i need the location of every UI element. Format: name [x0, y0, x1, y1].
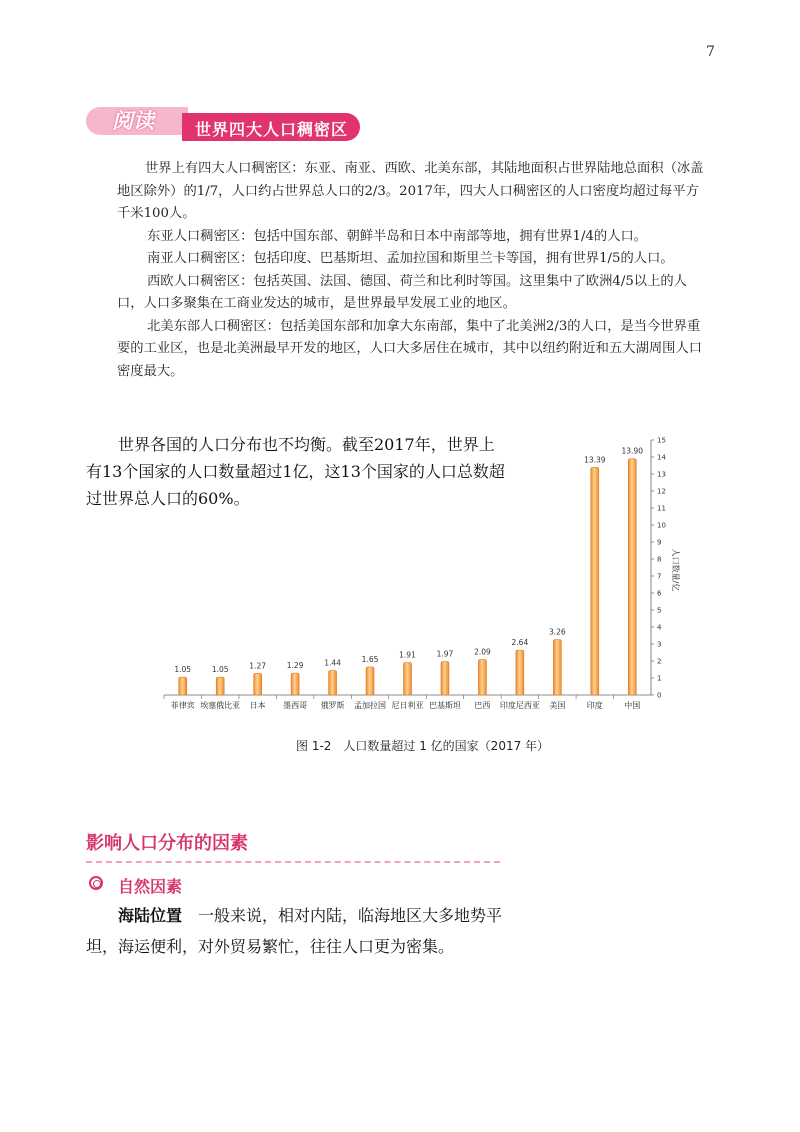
- bar-value-label: 1.91: [399, 650, 416, 660]
- category-label: 巴基斯坦: [428, 701, 461, 710]
- chart-bar: [291, 673, 299, 695]
- y-tick-label: 1: [657, 674, 662, 683]
- bar-value-label: 13.39: [584, 455, 606, 465]
- y-tick-label: 8: [657, 555, 662, 564]
- category-label: 日本: [249, 701, 266, 710]
- population-bar-chart: [160, 430, 680, 730]
- y-tick-label: 0: [657, 691, 662, 700]
- sub-heading: 自然因素: [118, 877, 183, 896]
- reading-paragraph: 东亚人口稠密区：包括中国东部、朝鲜半岛和日本中南部等地，拥有世界1/4的人口。: [147, 228, 648, 244]
- category-label: 孟加拉国: [354, 701, 387, 710]
- category-label: 巴西: [474, 701, 491, 710]
- double-circle-icon: [89, 876, 103, 890]
- main-paragraph: 世界各国的人口分布也不均衡。截至2017年，世界上有13个国家的人口数量超过1亿，这13个国家的人口总数超过世界总人口的60%。: [86, 435, 505, 508]
- category-label: 埃塞俄比亚: [200, 701, 241, 710]
- reading-paragraph: 北美东部人口稠密区：包括美国东部和加拿大东南部，集中了北美洲2/3的人口，是当今世界重要的工业区，也是北美洲最早开发的地区，人口大多居住在城市，其中以纽约附近和五大湖周围人口密度最大。: [117, 318, 703, 379]
- section-keyword: 海陆位置: [118, 906, 183, 925]
- y-tick-label: 2: [657, 657, 662, 666]
- bar-value-label: 1.97: [436, 649, 454, 659]
- reading-paragraph: 南亚人口稠密区：包括印度、巴基斯坦、孟加拉国和斯里兰卡等国，拥有世界1/5的人口。: [147, 251, 674, 266]
- bar-value-label: 1.65: [361, 654, 379, 664]
- y-tick-label: 15: [657, 436, 666, 445]
- bar-value-label: 13.90: [621, 446, 644, 456]
- y-tick-label: 14: [657, 453, 666, 462]
- category-label: 印度尼西亚: [499, 701, 540, 710]
- y-tick-label: 6: [657, 589, 662, 598]
- chart-bar: [366, 667, 374, 695]
- category-label: 菲律宾: [170, 701, 195, 710]
- reading-paragraph: 西欧人口稠密区：包括英国、法国、德国、荷兰和比利时等国。这里集中了欧洲4/5以上的人口，人口多聚集在工商业发达的城市，是世界最早发展工业的地区。: [117, 273, 687, 311]
- chart-bar: [404, 663, 412, 695]
- chart-bar: [478, 659, 486, 695]
- reading-body: [117, 158, 707, 383]
- bar-value-label: 1.29: [286, 661, 304, 671]
- category-label: 墨西哥: [283, 701, 308, 710]
- category-label: 印度: [586, 701, 603, 710]
- y-tick-label: 9: [657, 538, 662, 547]
- category-label: 中国: [624, 701, 641, 710]
- y-tick-label: 13: [657, 470, 666, 479]
- y-tick-label: 7: [657, 572, 662, 581]
- y-axis-label: 人口数量/亿: [671, 548, 680, 592]
- y-tick-label: 11: [657, 504, 666, 513]
- chart-bar: [329, 671, 337, 695]
- category-label: 尼日利亚: [391, 701, 424, 710]
- bar-value-label: 3.26: [548, 627, 566, 637]
- bar-value-label: 1.05: [174, 665, 192, 675]
- section-body: [86, 900, 506, 962]
- bar-value-label: 1.27: [249, 661, 267, 671]
- bar-value-label: 1.05: [211, 665, 229, 675]
- category-label: 俄罗斯: [320, 701, 345, 710]
- chart-bar: [553, 640, 561, 695]
- figure-caption: 图 1-2 人口数量超过 1 亿的国家（2017 年）: [296, 739, 550, 753]
- chart-bar: [441, 662, 449, 695]
- section-heading: 影响人口分布的因素: [86, 833, 248, 854]
- bar-value-label: 1.44: [324, 658, 341, 668]
- chart-bar: [179, 677, 187, 695]
- reading-tag-label: 阅读: [112, 109, 154, 133]
- bar-value-label: 2.64: [511, 638, 529, 648]
- chart-bar: [216, 677, 224, 695]
- chart-bar: [628, 459, 636, 695]
- reading-paragraph: 世界上有四大人口稠密区：东亚、南亚、西欧、北美东部，其陆地面积占世界陆地总面积（冰盖地区除外）的1/7，人口约占世界总人口的2/3。2017年，四大人口稠密区的人口密度均超过每平方千米100人。: [117, 161, 704, 221]
- chart-bar: [516, 650, 524, 695]
- y-tick-label: 4: [657, 623, 662, 632]
- y-tick-label: 10: [657, 521, 666, 530]
- chart-bar: [591, 467, 599, 695]
- y-tick-label: 12: [657, 487, 666, 496]
- section-divider: [86, 861, 500, 863]
- y-tick-label: 5: [657, 606, 662, 615]
- section-paragraph: [86, 900, 506, 962]
- section-text: 一般来说，相对内陆，临海地区大多地势平坦，海运便利，对外贸易繁忙，往往人口更为密集。: [86, 906, 503, 956]
- category-label: 美国: [549, 701, 566, 710]
- bar-value-label: 2.09: [474, 647, 491, 657]
- reading-title: 世界四大人口稠密区: [195, 120, 349, 139]
- chart-bar: [254, 673, 262, 695]
- page-number: 7: [706, 44, 715, 60]
- y-tick-label: 3: [657, 640, 662, 649]
